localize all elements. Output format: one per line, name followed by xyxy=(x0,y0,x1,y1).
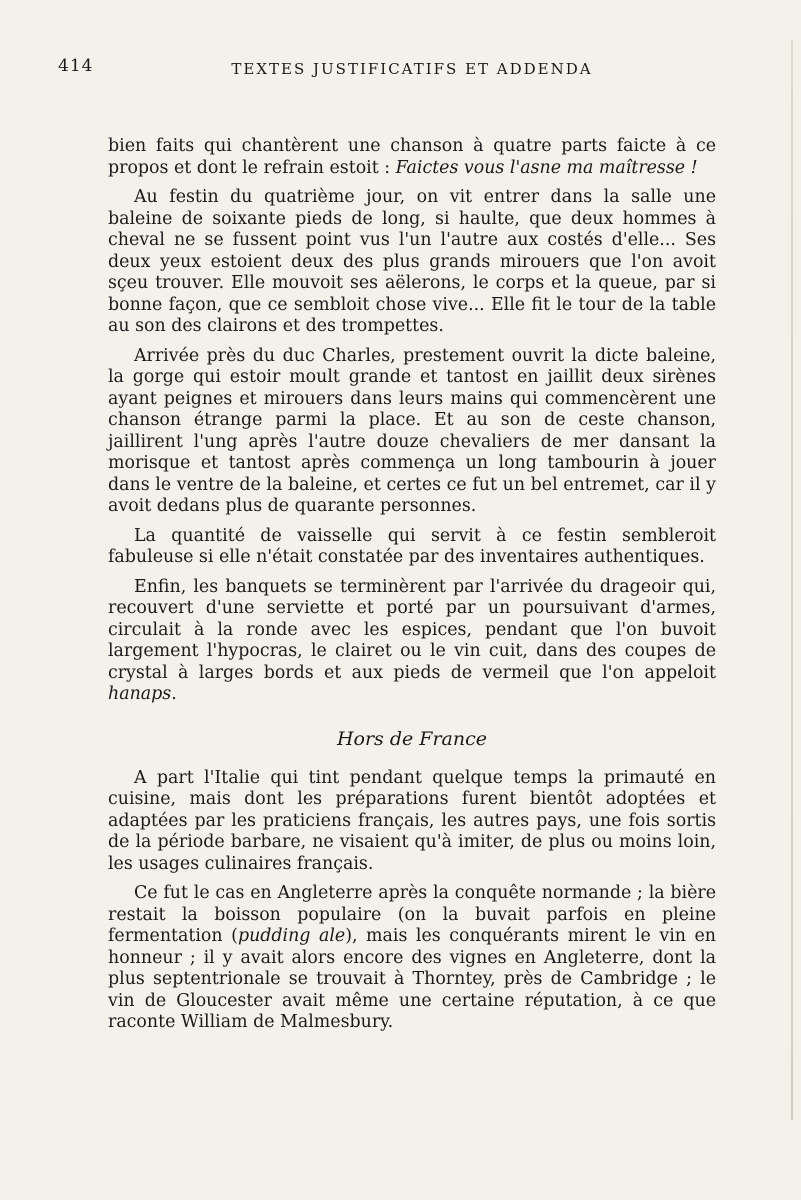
paragraph-3: Arrivée près du duc Charles, prestement ouvrit la dicte baleine, la gorge qui estoir moult grande et tantost en jaillit deux sirènes ayant peignes et mirouers dans leurs mains qui commencèrent une chanson étrange parmi la place. Et au son de ceste chanson, jaillirent l'ung après l'autre douze chevaliers de mer dansant la morisque et tantost après commença un long tambourin à jouer dans le ventre de la baleine, et certes ce fut un bel entremet, car il y avoit dedans plus de quarante personnes. xyxy=(108,345,716,516)
book-page xyxy=(58,56,717,1042)
paragraph-2: Au festin du quatrième jour, on vit entrer dans la salle une baleine de soixante pieds de long, si haulte, que deux hommes à cheval ne se fussent point vus l'un l'autre aux costés d'elle... Ses deux yeux estoient deux des plus grands mirouers que l'on avoit sçeu trouver. Elle mouvoit ses aëlerons, le corps et la queue, par si bonne façon, que ce sembloit chose vive... Elle fit le tour de la table au son des clairons et des trompettes. xyxy=(108,187,716,336)
body-text xyxy=(108,136,716,1034)
paragraph-7-text-1: Ce fut le cas en Angleterre après la conquête normande ; la bière restait la boisson populaire (on la buvait parfois en pleine fermentation ( xyxy=(108,883,716,946)
paragraph-1 xyxy=(108,136,716,179)
paragraph-6: A part l'Italie qui tint pendant quelque temps la primauté en cuisine, mais dont les préparations furent bientôt adoptées et adaptées par les praticiens français, les autres pays, une fois sortis de la période barbare, ne visaient qu'à imiter, de plus ou moins loin, les usages culinaires français. xyxy=(108,767,716,874)
paragraph-7-text-2: ), mais les conquérants mirent le vin en honneur ; il y avait alors encore des vignes en Angleterre, dont la plus septentrionale se trouvait à Thorntey, près de Cambridge ; le vin de Gloucester avait même une certaine réputation, à ce que raconte William de Malmesbury. xyxy=(108,926,717,1032)
paragraph-1-refrain: Faictes vous l'asne ma maîtresse ! xyxy=(395,157,698,178)
paragraph-1-text: bien faits qui chantèrent une chanson à quatre parts faicte à ce propos et dont le refrain estoit : xyxy=(108,136,716,178)
page-header xyxy=(58,56,716,86)
section-title: Hors de France xyxy=(336,727,488,750)
paragraph-5-end: . xyxy=(171,684,177,704)
page-edge-shadow xyxy=(791,40,793,1120)
paragraph-5 xyxy=(108,577,716,706)
running-head: TEXTES JUSTIFICATIFS ET ADDENDA xyxy=(231,60,593,78)
paragraph-7-pudding-ale: pudding ale xyxy=(237,926,346,946)
paragraph-5-hanaps: hanaps xyxy=(108,684,172,704)
paragraph-7 xyxy=(108,883,716,1034)
paragraph-5-text: Enfin, les banquets se terminèrent par l'arrivée du drageoir qui, recouvert d'une serviette et porté par un poursuivant d'armes, circulait à la ronde avec les espices, pendant que l'on buvoit largement l'hypocras, le clairet ou le vin cuit, dans des coupes de crystal à larges bords et aux pieds de vermeil que l'on appeloit xyxy=(108,576,716,683)
page-number: 414 xyxy=(58,56,94,76)
paragraph-4: La quantité de vaisselle qui servit à ce festin sembleroit fabuleuse si elle n'était constatée par des inventaires authentiques. xyxy=(108,525,716,567)
